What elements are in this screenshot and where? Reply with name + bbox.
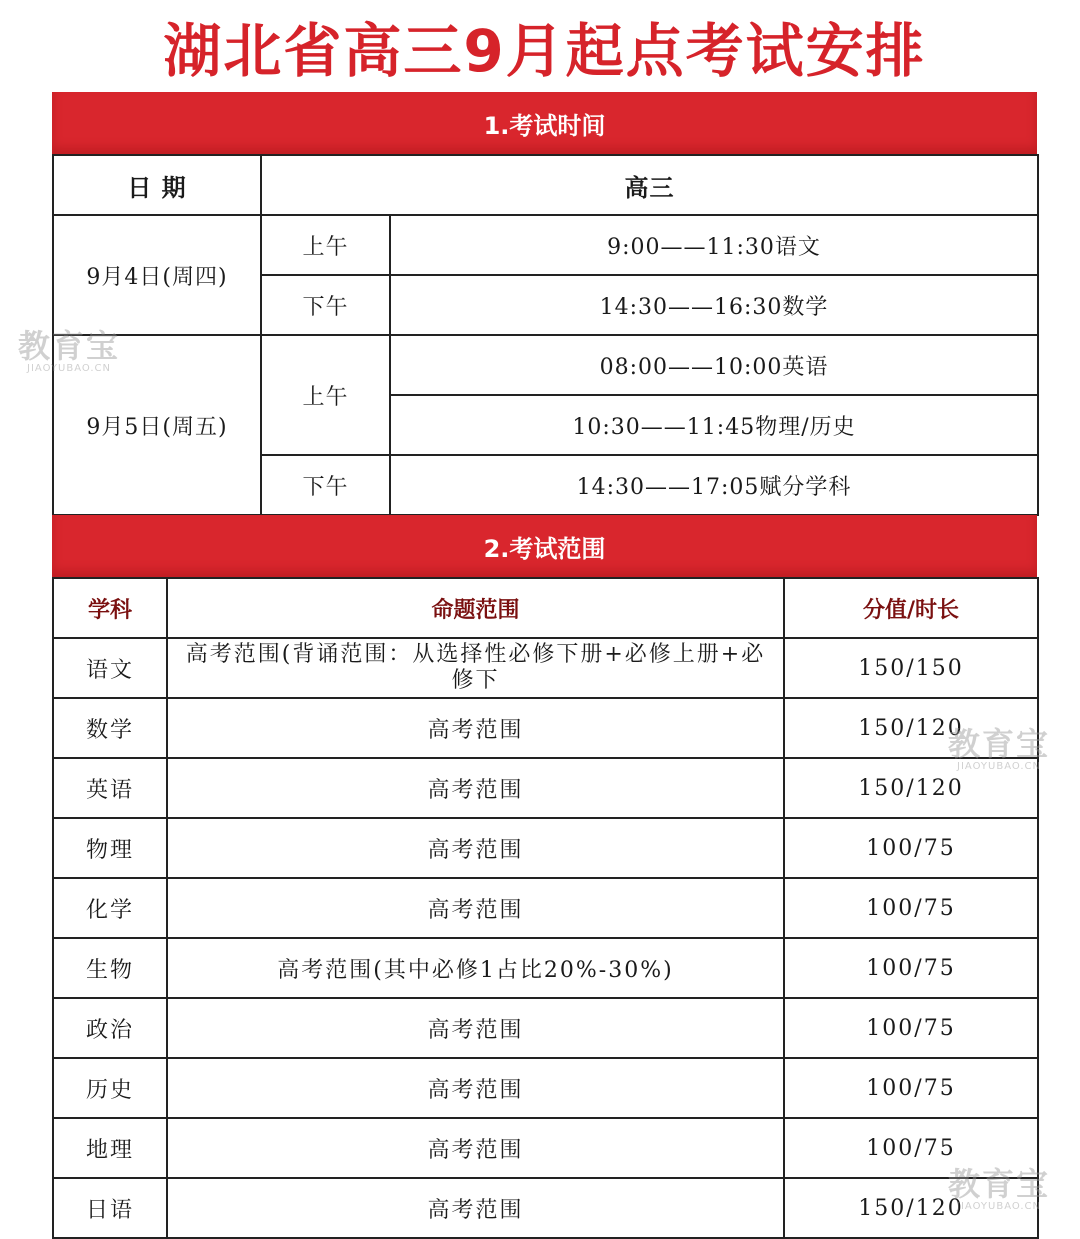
scope-cell: 高考范围(背诵范围：从选择性必修下册+必修上册+必修下 (167, 638, 784, 698)
subject-cell: 政治 (53, 998, 167, 1058)
table-row (53, 998, 1038, 1058)
time-slot: 10:30——11:45物理/历史 (390, 395, 1038, 455)
period-cell: 下午 (261, 455, 390, 515)
section-header-exam-time: 1.考试时间 (52, 92, 1037, 154)
score-cell: 100/75 (784, 818, 1038, 878)
score-cell: 100/75 (784, 938, 1038, 998)
score-cell: 100/75 (784, 1118, 1038, 1178)
scope-cell: 高考范围 (167, 1178, 784, 1238)
subject-cell: 物理 (53, 818, 167, 878)
exam-scope-table (52, 577, 1039, 1239)
subject-cell: 数学 (53, 698, 167, 758)
score-cell: 100/75 (784, 878, 1038, 938)
subject-cell: 英语 (53, 758, 167, 818)
page-title: 湖北省高三9月起点考试安排 (163, 17, 926, 85)
scope-cell: 高考范围 (167, 1118, 784, 1178)
date-cell: 9月5日(周五) (53, 335, 261, 515)
scope-cell: 高考范围 (167, 998, 784, 1058)
scope-cell: 高考范围 (167, 818, 784, 878)
subject-cell: 生物 (53, 938, 167, 998)
scope-cell: 高考范围 (167, 698, 784, 758)
score-cell: 100/75 (784, 1058, 1038, 1118)
period-cell: 上午 (261, 335, 390, 455)
subject-cell: 地理 (53, 1118, 167, 1178)
score-cell: 150/120 (784, 758, 1038, 818)
table-row (53, 1118, 1038, 1178)
header-subject: 学科 (53, 578, 167, 638)
table-row (53, 818, 1038, 878)
score-cell: 150/120 (784, 698, 1038, 758)
watermark-logo: 教育宝 JIAOYUBAO.CN (948, 725, 1051, 772)
subject-cell: 历史 (53, 1058, 167, 1118)
table-row (53, 758, 1038, 818)
table-row (53, 878, 1038, 938)
header-date: 日 期 (53, 155, 261, 215)
table-row (53, 1058, 1038, 1118)
scope-cell: 高考范围 (167, 1058, 784, 1118)
header-scope: 命题范围 (167, 578, 784, 638)
table-row (53, 938, 1038, 998)
period-cell: 上午 (261, 215, 390, 275)
subject-cell: 日语 (53, 1178, 167, 1238)
table-row (53, 698, 1038, 758)
header-score: 分值/时长 (784, 578, 1038, 638)
exam-schedule-page (52, 0, 1037, 1239)
score-cell: 150/120 (784, 1178, 1038, 1238)
scope-cell: 高考范围 (167, 878, 784, 938)
time-slot: 14:30——16:30数学 (390, 275, 1038, 335)
date-cell: 9月4日(周四) (53, 215, 261, 335)
period-cell: 下午 (261, 275, 390, 335)
watermark-logo: 教育宝 JIAOYUBAO.CN (948, 1165, 1051, 1212)
scope-cell: 高考范围(其中必修1占比20%-30%) (167, 938, 784, 998)
watermark-logo: 教育宝 JIAOYUBAO.CN (18, 327, 121, 374)
time-slot: 9:00——11:30语文 (390, 215, 1038, 275)
subject-cell: 化学 (53, 878, 167, 938)
table-row (53, 638, 1038, 698)
scope-cell: 高考范围 (167, 758, 784, 818)
table-row (53, 1178, 1038, 1238)
time-slot: 08:00——10:00英语 (390, 335, 1038, 395)
subject-cell: 语文 (53, 638, 167, 698)
time-slot: 14:30——17:05赋分学科 (390, 455, 1038, 515)
exam-time-table (52, 154, 1039, 516)
header-grade: 高三 (261, 155, 1038, 215)
section-header-exam-scope: 2.考试范围 (52, 515, 1037, 577)
score-cell: 150/150 (784, 638, 1038, 698)
score-cell: 100/75 (784, 998, 1038, 1058)
